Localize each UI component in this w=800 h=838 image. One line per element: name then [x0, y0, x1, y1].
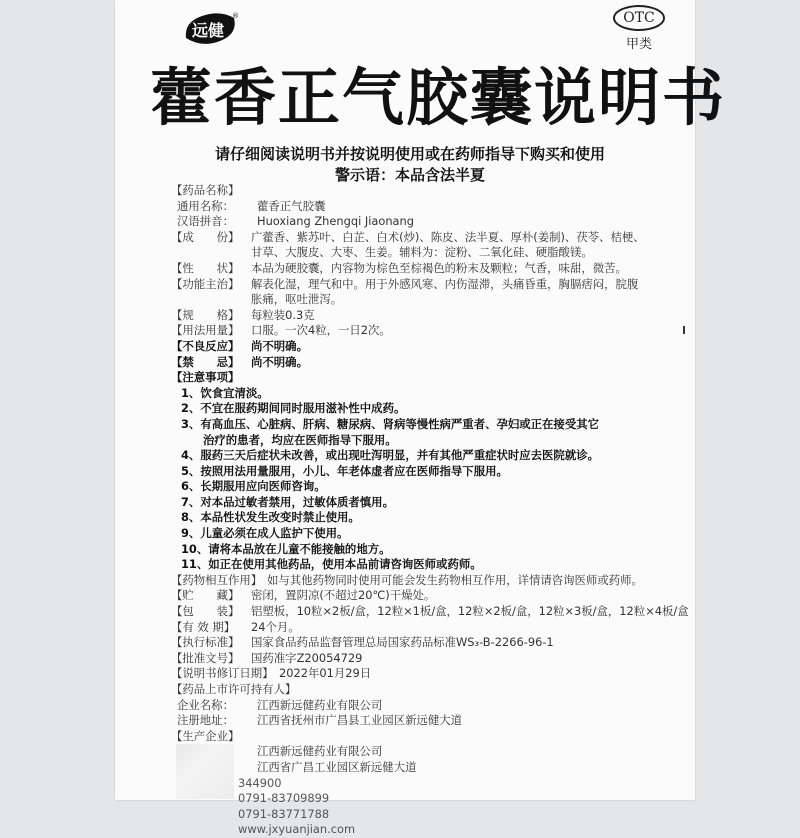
ingredients-line-2: 甘草、大腹皮、大枣、生姜。辅料为：淀粉、二氧化硅、硬脂酸镁。 [251, 245, 593, 260]
note-item: 2、不宜在服药期间同时服用滋补性中成药。 [181, 401, 406, 416]
generic-name-value: 藿香正气胶囊 [257, 198, 326, 213]
logo-text: 远健 [192, 21, 225, 40]
phone-2: 0791-83771788 [238, 806, 330, 821]
revision-label: 【说明书修订日期】 [171, 666, 274, 681]
approval-value: 国药准字Z20054729 [251, 650, 363, 665]
indication-label: 【功能主治】 [171, 276, 240, 291]
character-label: 【性 状】 [171, 260, 240, 275]
producer-header: 【生产企业】 [171, 728, 240, 743]
usage-label: 【用法用量】 [171, 323, 240, 338]
leaflet-content [171, 183, 689, 838]
producer-address-value: 江西省广昌工业园区新远健大道 [257, 759, 417, 774]
otc-category: 甲类 [625, 37, 652, 52]
holder-header: 【药品上市许可持有人】 [171, 682, 297, 696]
registered-mark: ® [232, 12, 239, 20]
package-label: 【包 装】 [171, 604, 240, 619]
contraindication-value: 尚不明确。 [251, 354, 308, 369]
storage-value: 密闭，置阴凉(不超过20℃)干燥处。 [251, 588, 436, 603]
ingredients-label: 【成 份】 [171, 229, 240, 244]
contraindication-label: 【禁 忌】 [171, 354, 240, 369]
notes-header: 【注意事项】 [171, 370, 240, 385]
spec-value: 每粒装0.3克 [251, 307, 315, 322]
pinyin-value: Huoxiang Zhengqi Jiaonang [257, 214, 414, 229]
holder-address-label: 注册地址： [177, 713, 234, 728]
storage-label: 【贮 藏】 [171, 588, 240, 603]
adverse-label: 【不良反应】 [171, 338, 240, 353]
otc-oval: OTC [613, 5, 665, 31]
standard-value: 国家食品药品监督管理总局国家药品标准WS₃-B-2266-96-1 [251, 635, 554, 650]
validity-value: 24个月。 [251, 619, 300, 634]
note-item: 1、饮食宜清淡。 [181, 385, 269, 400]
note-item: 6、长期服用应向医师咨询。 [181, 479, 326, 494]
read-instructions-note: 请仔细阅读说明书并按说明使用或在药师指导下购买和使用 [214, 145, 605, 163]
usage-value: 口服。一次4粒，一日2次。 [251, 323, 391, 338]
drug-name-header: 【药品名称】 [171, 183, 240, 197]
holder-company-label: 企业名称： [177, 697, 234, 712]
interaction-value: 如与其他药物同时使用可能会发生药物相互作用，详情请咨询医师或药师。 [267, 572, 643, 587]
approval-label: 【批准文号】 [171, 650, 240, 665]
note-item: 10、请将本品放在儿童不能接触的地方。 [181, 541, 391, 556]
character-value: 本品为硬胶囊，内容物为棕色至棕褐色的粉末及颗粒；气香，味甜，微苦。 [251, 260, 627, 275]
spec-label: 【规 格】 [171, 307, 240, 322]
brand-logo [180, 8, 240, 48]
indication-line-2: 胀痛，呕吐泄泻。 [251, 292, 343, 307]
note-item: 8、本品性状发生改变时禁止使用。 [181, 510, 360, 525]
indication-line-1: 解表化湿，理气和中。用于外感风寒、内伤湿滞，头痛昏重，胸膈痞闷，脘腹 [251, 276, 639, 291]
validity-label: 【有 效 期】 [171, 619, 236, 634]
holder-address-value: 江西省抚州市广昌县工业园区新远健大道 [257, 713, 463, 728]
page-title: 藿香正气胶囊说明书 [150, 61, 727, 134]
standard-label: 【执行标准】 [171, 635, 240, 650]
phone-1: 0791-83709899 [238, 791, 330, 806]
blurred-labels-area [176, 744, 234, 799]
package-value: 铝塑板，10粒×2板/盒，12粒×1板/盒，12粒×2板/盒，12粒×3板/盒，12粒×4板/盒 [251, 604, 689, 619]
note-item: 3、有高血压、心脏病、肝病、糖尿病、肾病等慢性病严重者、孕妇或正在接受其它 [181, 416, 599, 431]
adverse-value: 尚不明确。 [251, 338, 308, 353]
note-item: 5、按照用法用量服用，小儿、年老体虚者应在医师指导下服用。 [181, 463, 508, 478]
warning-text: 警示语：本品含法半夏 [334, 166, 485, 184]
note-item: 11、如正在使用其他药品，使用本品前请咨询医师或药师。 [181, 557, 482, 572]
revision-value: 2022年01月29日 [279, 666, 372, 681]
producer-company-value: 江西新远健药业有限公司 [257, 744, 383, 759]
holder-company-value: 江西新远健药业有限公司 [257, 697, 383, 712]
note-item: 7、对本品过敏者禁用，过敏体质者慎用。 [181, 494, 394, 509]
note-item: 4、服药三天后症状未改善，或出现吐泻明显，并有其他严重症状时应去医院就诊。 [181, 448, 599, 463]
generic-name-label: 通用名称： [177, 198, 234, 213]
website: www.jxyuanjian.com [238, 822, 356, 837]
otc-badge [609, 5, 669, 51]
interaction-label: 【药物相互作用】 [171, 572, 263, 587]
pinyin-label: 汉语拼音： [177, 214, 234, 229]
note-item: 治疗的患者，均应在医师指导下服用。 [203, 432, 397, 447]
brand-logo-icon [180, 8, 240, 48]
ingredients-line-1: 广藿香、紫苏叶、白芷、白术(炒)、陈皮、法半夏、厚朴(姜制)、茯苓、桔梗、 [251, 229, 645, 244]
note-item: 9、儿童必须在成人监护下使用。 [181, 526, 349, 541]
postal-code: 344900 [238, 775, 282, 790]
